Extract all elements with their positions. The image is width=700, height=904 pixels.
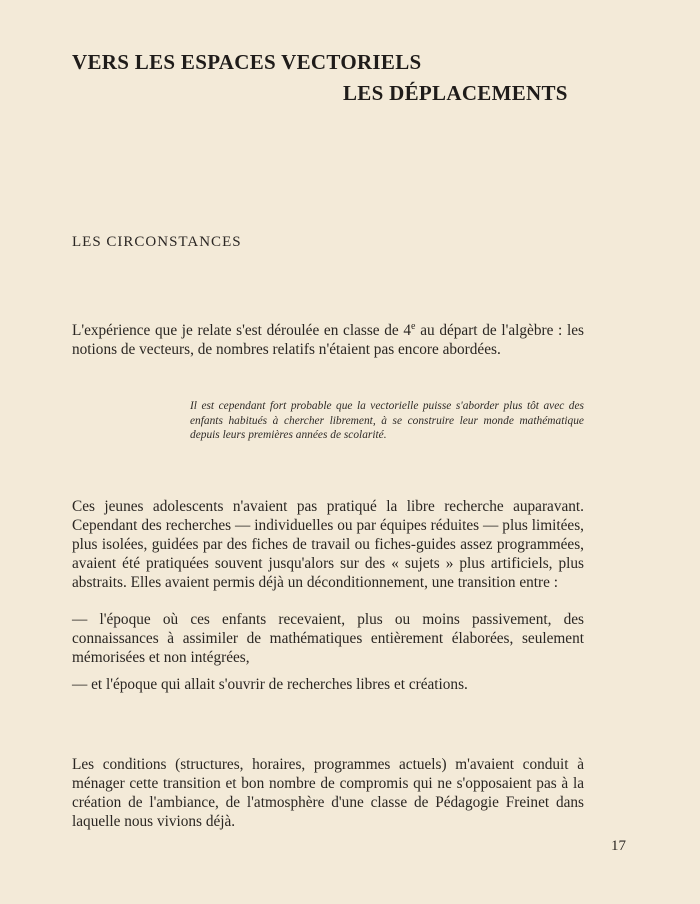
- italic-note: Il est cependant fort probable que la vectorielle puisse s'aborder plus tôt avec des enfants habitués à chercher librement, à se construire leur monde mathématique depuis leurs premières années de scolarité.: [190, 400, 584, 441]
- paragraph-1-superscript: e: [411, 320, 416, 332]
- title-line-1: VERS LES ESPACES VECTORIELS: [72, 50, 422, 74]
- paragraph-1: [72, 321, 584, 359]
- paragraph-5: Les conditions (structures, horaires, programmes actuels) m'avaient conduit à ménager cette transition et bon nombre de compromis qui ne s'opposaient pas à la création de l'ambiance, de l'atmosphère d'une classe de Pédagogie Freinet dans laquelle nous vivions déjà.: [72, 756, 584, 830]
- paragraph-1-text-b: au départ de l'algèbre : les notions de vecteurs, de nombres relatifs n'étaient pas encore abordées.: [72, 322, 584, 358]
- paragraph-4: — et l'époque qui allait s'ouvrir de recherches libres et créations.: [72, 676, 468, 693]
- paragraph-3: — l'époque où ces enfants recevaient, plus ou moins passivement, des connaissances à assimiler de mathématiques entièrement élaborées, seulement mémorisées et non intégrées,: [72, 611, 584, 666]
- page-number: 17: [611, 838, 626, 854]
- paragraph-2: Ces jeunes adolescents n'avaient pas pratiqué la libre recherche auparavant. Cependant des recherches — individuelles ou par équipes réduites — plus limitées, plus isolées, guidées par des fiches de travail ou fiches-guides assez programmées, avaient été pratiquées souvent jusqu'alors sur des « sujets » plus artificiels, plus abstraits. Elles avaient permis déjà un déconditionnement, une transition entre :: [72, 498, 584, 591]
- paragraph-1-text-a: L'expérience que je relate s'est déroulée en classe de 4: [72, 322, 412, 339]
- section-heading: LES CIRCONSTANCES: [72, 234, 242, 250]
- title-line-2: LES DÉPLACEMENTS: [343, 81, 568, 105]
